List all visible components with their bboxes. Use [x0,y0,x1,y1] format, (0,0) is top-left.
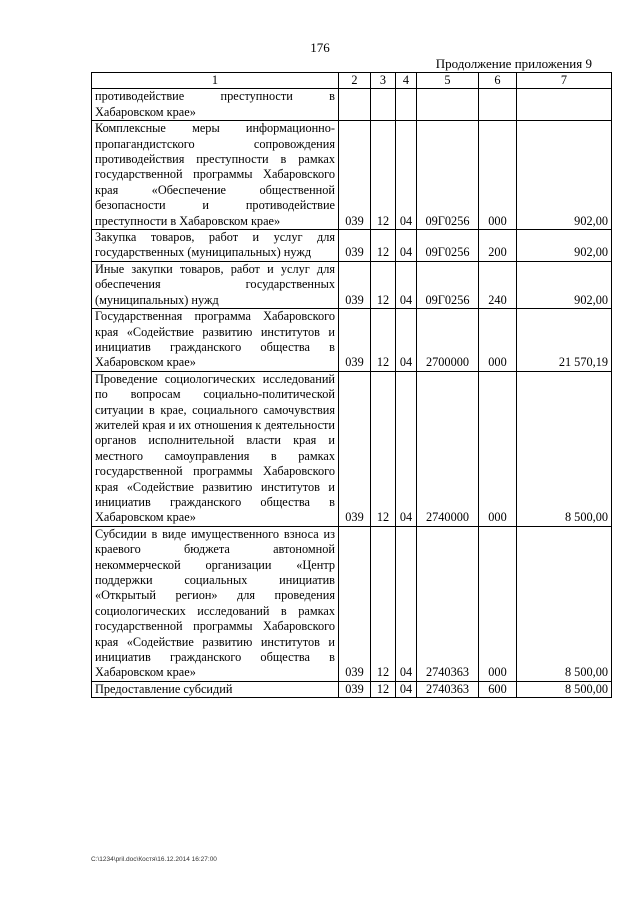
row-description: Комплексные меры информационно-пропагандистского сопровождения противодействия преступности в рамках государственной программы Хабаровского края «Обеспечение общественной безопасности и противодействие преступности в Хабаровском крае» [92,121,339,230]
subsection-code: 04 [396,681,417,697]
target-article-code [417,89,479,121]
expense-type-code: 600 [479,681,517,697]
row-description: противодействие преступности в Хабаровском крае» [92,89,339,121]
expense-type-code [479,89,517,121]
ministry-code: 039 [339,526,371,681]
target-article-code: 2740363 [417,526,479,681]
expense-type-code: 200 [479,230,517,262]
subsection-code: 04 [396,309,417,372]
table-header-row [92,73,612,89]
table-row [92,230,612,262]
ministry-code: 039 [339,309,371,372]
table-row [92,121,612,230]
section-code: 12 [371,526,396,681]
expense-type-code: 000 [479,309,517,372]
ministry-code [339,89,371,121]
target-article-code: 2740363 [417,681,479,697]
subsection-code: 04 [396,230,417,262]
amount-cell: 902,00 [517,121,612,230]
row-description: Государственная программа Хабаровского края «Содействие развитию институтов и инициатив гражданского общества в Хабаровском крае» [92,309,339,372]
section-code: 12 [371,261,396,308]
subsection-code: 04 [396,261,417,308]
file-path-footer: C:\1234\pril.doc\Костя\16.12.2014 16:27:00 [91,856,217,863]
subsection-code: 04 [396,526,417,681]
ministry-code: 039 [339,121,371,230]
amount-cell: 8 500,00 [517,526,612,681]
amount-cell: 8 500,00 [517,371,612,526]
target-article-code: 2700000 [417,309,479,372]
column-header: 1 [92,73,339,89]
expense-type-code: 000 [479,526,517,681]
amount-cell: 902,00 [517,261,612,308]
column-header: 3 [371,73,396,89]
amount-cell: 8 500,00 [517,681,612,697]
target-article-code: 09Г0256 [417,230,479,262]
continuation-label: Продолжение приложения 9 [435,56,592,71]
column-header: 4 [396,73,417,89]
section-code: 12 [371,121,396,230]
column-header: 6 [479,73,517,89]
section-code: 12 [371,230,396,262]
section-code: 12 [371,309,396,372]
ministry-code: 039 [339,261,371,308]
section-code: 12 [371,681,396,697]
ministry-code: 039 [339,230,371,262]
row-description: Проведение социологических исследований по вопросам социально-политической ситуации в крае, социального самочувствия жителей края и их отношения к деятельности органов исполнительной власти края и местного самоуправления в рамках государственной программы Хабаровского края «Содействие развитию институтов и инициатив гражданского общества в Хабаровском крае» [92,371,339,526]
column-header: 2 [339,73,371,89]
subsection-code [396,89,417,121]
column-header: 5 [417,73,479,89]
amount-cell [517,89,612,121]
table-row [92,526,612,681]
section-code [371,89,396,121]
row-description: Иные закупки товаров, работ и услуг для обеспечения государственных (муниципальных) нужд [92,261,339,308]
ministry-code: 039 [339,681,371,697]
table-row [92,309,612,372]
row-description: Предоставление субсидий [92,681,339,697]
row-description: Закупка товаров, работ и услуг для государственных (муниципальных) нужд [92,230,339,262]
expense-type-code: 000 [479,371,517,526]
budget-table [91,72,612,698]
ministry-code: 039 [339,371,371,526]
target-article-code: 09Г0256 [417,261,479,308]
amount-cell: 902,00 [517,230,612,262]
table-row [92,89,612,121]
page-number: 176 [310,40,330,55]
section-code: 12 [371,371,396,526]
table-row [92,371,612,526]
column-header: 7 [517,73,612,89]
subsection-code: 04 [396,121,417,230]
expense-type-code: 000 [479,121,517,230]
subsection-code: 04 [396,371,417,526]
target-article-code: 09Г0256 [417,121,479,230]
row-description: Субсидии в виде имущественного взноса из краевого бюджета автономной некоммерческой организации «Центр поддержки социальных инициатив «Открытый регион» для проведения социологических исследований в рамках государственной программы Хабаровского края «Содействие развитию институтов и инициатив гражданского общества в Хабаровском крае» [92,526,339,681]
amount-cell: 21 570,19 [517,309,612,372]
table-row [92,681,612,697]
expense-type-code: 240 [479,261,517,308]
target-article-code: 2740000 [417,371,479,526]
table-row [92,261,612,308]
